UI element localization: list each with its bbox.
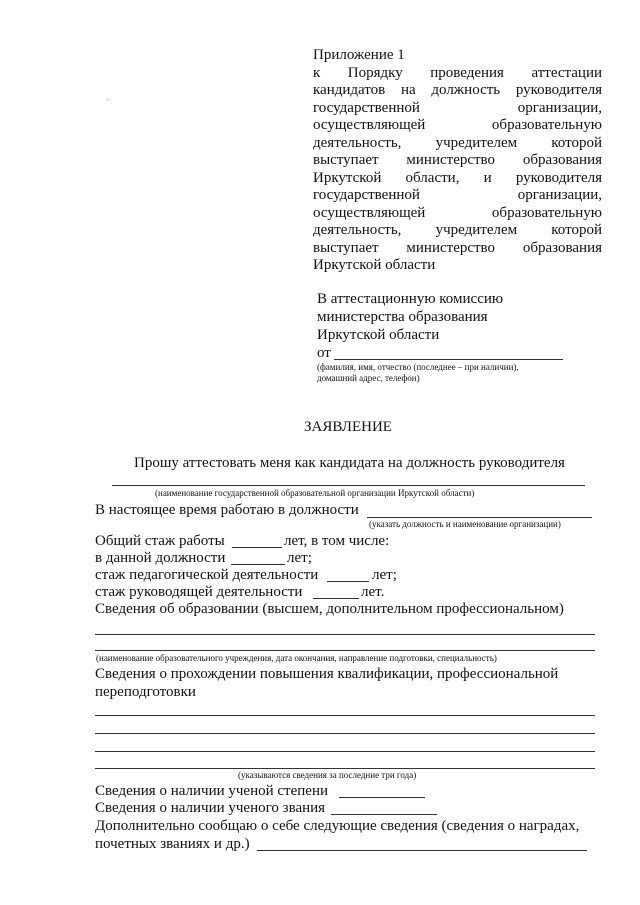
- degree-label: Сведения о наличии ученой степени: [95, 783, 328, 799]
- rank-label: Сведения о наличии ученого звания: [95, 800, 326, 816]
- position-experience-label: в данной должности: [95, 550, 226, 566]
- addressee-line-2: министерства образования: [317, 309, 488, 325]
- from-hint-1: (фамилия, имя, отчество (последнее – при наличии),: [317, 362, 519, 372]
- qualification-field-line-3[interactable]: [95, 751, 595, 752]
- position-experience-suffix: лет;: [287, 550, 312, 566]
- addressee-line-1: В аттестационную комиссию: [317, 291, 504, 307]
- teaching-experience-suffix: лет;: [372, 567, 397, 583]
- position-label: В настоящее время работаю в должности: [95, 502, 359, 518]
- qualification-field-line-1[interactable]: [95, 715, 595, 716]
- organization-hint: (наименование государственной образовательной организации Иркутской области): [155, 488, 475, 498]
- organization-field-line[interactable]: [112, 485, 585, 486]
- position-hint: (указать должность и наименование организации): [369, 519, 561, 529]
- management-experience-suffix: лет.: [361, 584, 385, 600]
- total-experience-field[interactable]: [232, 547, 282, 548]
- rank-field-line[interactable]: [331, 814, 437, 815]
- appendix-line: осуществляющей образовательную: [313, 117, 602, 133]
- total-experience-label: Общий стаж работы: [95, 533, 225, 549]
- management-experience-field[interactable]: [313, 598, 359, 599]
- education-hint: (наименование образовательного учреждения, дата окончания, направление подготовки, специальность): [96, 653, 497, 663]
- from-label: от: [317, 345, 331, 361]
- education-label: Сведения об образовании (высшем, дополнительном профессиональном): [95, 601, 564, 617]
- appendix-last-line: Иркутской области: [313, 257, 436, 273]
- scan-speck: [107, 99, 108, 100]
- additional-label-line-1: Дополнительно сообщаю о себе следующие сведения (сведения о наградах,: [95, 818, 580, 834]
- from-hint-2: домашний адрес, телефон): [317, 373, 420, 383]
- qualification-hint: (указываются сведения за последние три года): [238, 770, 417, 780]
- teaching-experience-field[interactable]: [327, 581, 369, 582]
- appendix-line: Иркутской области, и руководителя: [313, 170, 602, 186]
- education-field-line-2[interactable]: [95, 650, 595, 651]
- appendix-line: кандидатов на должность руководителя: [313, 82, 602, 98]
- appendix-line: государственной организации,: [313, 187, 602, 203]
- document-title: ЗАЯВЛЕНИЕ: [304, 419, 392, 435]
- education-field-line-1[interactable]: [95, 634, 595, 635]
- appendix-line: деятельность, учредителем которой: [313, 135, 602, 151]
- additional-label-line-2: почетных званиях и др.): [95, 836, 250, 852]
- from-field-line[interactable]: [334, 359, 563, 360]
- teaching-experience-label: стаж педагогической деятельности: [95, 567, 319, 583]
- qualification-label-line-1: Сведения о прохождении повышения квалификации, профессиональной: [95, 666, 559, 682]
- position-field-line[interactable]: [367, 517, 592, 518]
- additional-field-line[interactable]: [257, 850, 587, 851]
- qualification-label-line-2: переподготовки: [95, 684, 196, 700]
- management-experience-label: стаж руководящей деятельности: [95, 584, 303, 600]
- request-text: Прошу аттестовать меня как кандидата на должность руководителя: [134, 455, 565, 471]
- degree-field-line[interactable]: [339, 797, 425, 798]
- appendix-line: государственной организации,: [313, 100, 602, 116]
- appendix-line: к Порядку проведения аттестации: [313, 65, 602, 81]
- addressee-line-3: Иркутской области: [317, 327, 440, 343]
- qualification-field-line-4[interactable]: [95, 768, 595, 769]
- appendix-line: осуществляющей образовательную: [313, 205, 602, 221]
- appendix-title: Приложение 1: [313, 47, 405, 63]
- appendix-line: выступает министерство образования: [313, 240, 602, 256]
- appendix-line: выступает министерство образования: [313, 152, 602, 168]
- total-experience-suffix: лет, в том числе:: [284, 533, 390, 549]
- qualification-field-line-2[interactable]: [95, 733, 595, 734]
- position-experience-field[interactable]: [231, 564, 285, 565]
- appendix-line: деятельность, учредителем которой: [313, 222, 602, 238]
